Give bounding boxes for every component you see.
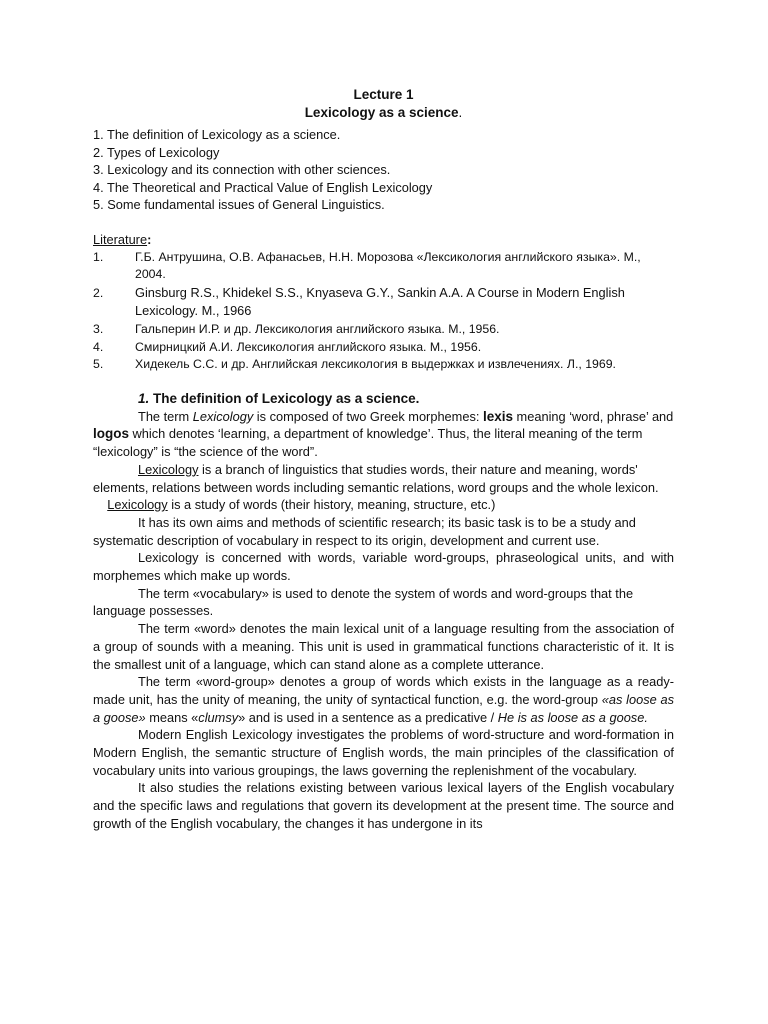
paragraph: The term «word-group» denotes a group of words which exists in the language as a ready-made unit, has the unity of meaning, the unity of syntactical function, e.g. the word-group «as loose as a goose» means «clumsy» and is used in a sentence as a predicative / He is as loose as a goose. bbox=[93, 674, 674, 725]
document-page bbox=[93, 86, 674, 833]
reference-list bbox=[93, 249, 674, 374]
paragraph: Modern English Lexicology investigates the problems of word-structure and word-formation in Modern English, the semantic structure of English words, the main principles of the classification of vocabulary units into various groupings, the laws governing the replenishment of the vocabulary. bbox=[93, 727, 674, 778]
reference-item: 5. Хидекель С.С. и др. Английская лексикология в выдержках и извлечениях. Л., 1969. bbox=[93, 357, 616, 372]
paragraph: It also studies the relations existing between various lexical layers of the English vocabulary and the specific laws and regulations that govern its development at the present time. The source and growth of the English vocabulary, the changes it has undergone in its bbox=[93, 780, 674, 831]
paragraph: Lexicology is a branch of linguistics that studies words, their nature and meaning, words' elements, relations between words including semantic relations, word groups and the whole lexicon. Lexicology is a study of words (their history, meaning, structure, etc.) bbox=[93, 461, 659, 513]
lecture-title: Lecture 1 bbox=[353, 87, 414, 102]
paragraph: Lexicology is concerned with words, variable word-groups, phraseological units, and with morphemes which make up words. bbox=[93, 550, 674, 584]
reference-item: 1. Г.Б. Антрушина, О.В. Афанасьев, Н.Н. Морозова «Лексикология английского языка». М., 2004. bbox=[93, 249, 641, 282]
paragraph: The term «word» denotes the main lexical unit of a language resulting from the association of a group of sounds with a meaning. This unit is used in grammatical functions characteristic of it. It is the smallest unit of a language, which can stand alone as a complete utterance. bbox=[93, 621, 674, 672]
section-body bbox=[93, 408, 674, 833]
reference-item: 3. Гальперин И.Р. и др. Лексикология английского языка. М., 1956. bbox=[93, 321, 500, 336]
plan-item: 3. Lexicology and its connection with other sciences. bbox=[93, 162, 391, 178]
paragraph: The term «vocabulary» is used to denote the system of words and word-groups that the language possesses. bbox=[93, 585, 634, 619]
lecture-plan bbox=[93, 126, 674, 214]
lecture-subtitle: Lexicology as a science. bbox=[304, 105, 463, 120]
reference-item: 4. Смирницкий А.И. Лексикология английского языка. М., 1956. bbox=[93, 339, 482, 354]
plan-item: 1. The definition of Lexicology as a science. bbox=[93, 127, 341, 142]
paragraph: The term Lexicology is composed of two Greek morphemes: lexis meaning ‘word, phrase’ and logos which denotes ‘learning, a department of knowledge’. Thus, the literal meaning of the term “lexicology” is “the science of the word”. bbox=[93, 408, 674, 460]
plan-item: 5. Some fundamental issues of General Linguistics. bbox=[93, 197, 385, 213]
reference-item: 2. Ginsburg R.S., Khidekel S.S., Knyaseva G.Y., Sankin A.A. A Course in Modern English Lexicology. M., 1966 bbox=[93, 284, 625, 319]
plan-item: 2. Types of Lexicology bbox=[93, 144, 220, 160]
plan-item: 4. The Theoretical and Practical Value of English Lexicology bbox=[93, 179, 433, 195]
section-heading: 1. The definition of Lexicology as a science. bbox=[138, 390, 420, 406]
literature-heading: Literature: bbox=[93, 231, 152, 247]
paragraph: It has its own aims and methods of scientific research; its basic task is to be a study and systematic description of vocabulary in respect to its origin, development and current use. bbox=[93, 514, 636, 548]
